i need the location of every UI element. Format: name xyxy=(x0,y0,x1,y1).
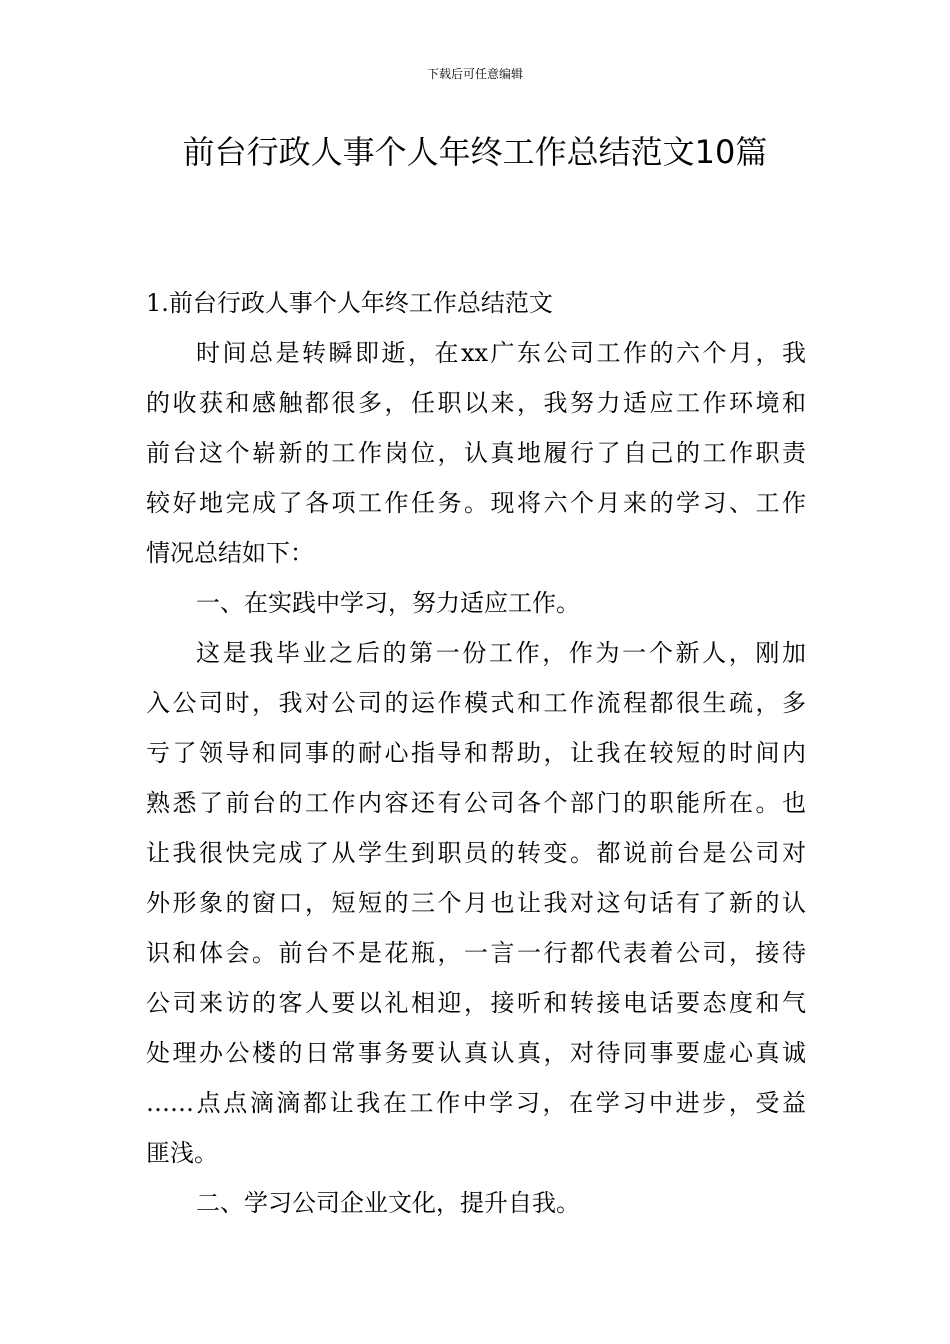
body-line: 一、在实践中学习，努力适应工作。 xyxy=(196,589,580,617)
body-line: 的收获和感触都很多，任职以来，我努力适应工作环境和 xyxy=(146,389,806,417)
body-line: 处理办公楼的日常事务要认真认真，对待同事要虚心真诚 xyxy=(146,1039,806,1067)
body-line: 让我很快完成了从学生到职员的转变。都说前台是公司对 xyxy=(146,839,806,867)
body-line: 二、学习公司企业文化，提升自我。 xyxy=(196,1189,580,1217)
body-line: 这是我毕业之后的第一份工作，作为一个新人，刚加 xyxy=(196,639,806,667)
body-line: 公司来访的客人要以礼相迎，接听和转接电话要态度和气 xyxy=(146,989,806,1017)
body-line: 时间总是转瞬即逝，在xx广东公司工作的六个月，我 xyxy=(196,339,806,367)
document-body xyxy=(146,278,806,1228)
body-line: 亏了领导和同事的耐心指导和帮助，让我在较短的时间内 xyxy=(146,739,806,767)
body-line: 前台这个崭新的工作岗位，认真地履行了自己的工作职责 xyxy=(146,439,806,467)
body-line: 情况总结如下： xyxy=(146,539,314,567)
body-line: 外形象的窗口，短短的三个月也让我对这句话有了新的认 xyxy=(146,889,806,917)
body-line: 1.前台行政人事个人年终工作总结范文 xyxy=(146,289,553,317)
body-line: ……点点滴滴都让我在工作中学习，在学习中进步，受益 xyxy=(146,1089,806,1117)
header-note: 下载后可任意编辑 xyxy=(426,67,523,81)
body-line: 熟悉了前台的工作内容还有公司各个部门的职能所在。也 xyxy=(146,789,806,817)
document-title: 前台行政人事个人年终工作总结范文10篇 xyxy=(182,133,768,171)
body-line: 识和体会。前台不是花瓶，一言一行都代表着公司，接待 xyxy=(146,939,806,967)
body-line: 入公司时，我对公司的运作模式和工作流程都很生疏，多 xyxy=(146,689,806,717)
body-line: 较好地完成了各项工作任务。现将六个月来的学习、工作 xyxy=(146,489,806,517)
body-line: 匪浅。 xyxy=(146,1139,218,1167)
